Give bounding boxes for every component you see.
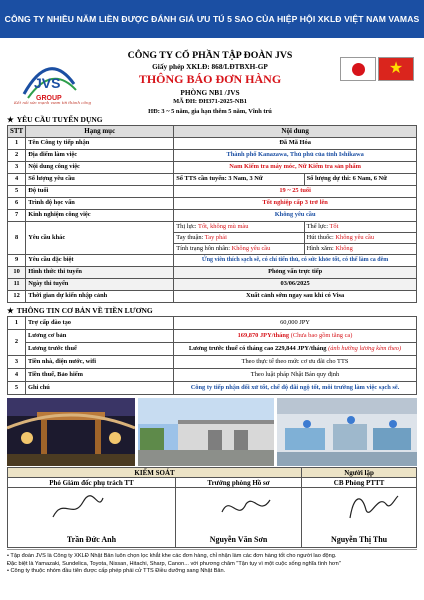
table-row: Lương trước thuế Lương trước thuế có tháng cao 229,844 JPY/tháng (ảnh hưởng lương kèm theo) [8,343,417,356]
signature-2 [216,492,276,522]
license-number: Giấy phép XKLĐ: 868/LĐTBXH-GP [152,62,268,71]
role-records-head: Trưởng phòng Hồ sơ [175,478,301,488]
star-icon: ★ [7,306,14,315]
footer-line-2: Đặc biệt là Yamazaki, Sundelica, Toyota, Nissan, Hitachi, Sharp, Canon... với phương châm "Tận tụy vì một cuộc sống nghĩa tình hơn" [7,560,341,567]
signature-table [7,467,417,548]
table-row: 11 Ngày thi tuyển 03/06/2025 [8,279,417,291]
role-vice-director: Phó Giám đốc phụ trách TT [8,478,176,488]
table-row: 1 Trợ cấp đào tạo 60,000 JPY [8,317,417,330]
contract-term: HĐ: 3 ~ 5 năm, gia hạn thêm 5 năm, Vĩnh trú [148,108,272,115]
recruitment-table [7,125,417,303]
table-row: 5 Độ tuổi 19 ~ 25 tuổi [8,186,417,198]
banner-text: CÔNG TY NHIỀU NĂM LIỀN ĐƯỢC ĐÁNH GIÁ ƯU TÚ 5 SAO CỦA HIỆP HỘI XKLĐ VIỆT NAM VAMAS [4,14,420,24]
table-row: 4 Số lượng yêu cầu Số TTS cần tuyển: 3 Nam, 3 Nữ Số lượng dự thi: 6 Nam, 6 Nữ [8,174,417,186]
section-recruitment-title: ★ YÊU CẦU TUYỂN DỤNG [7,115,103,124]
table-row: 5 Ghi chú Công ty tiếp nhận đối xử tốt, chế độ đãi ngộ tốt, môi trường làm việc sạch sẽ. [8,382,417,395]
table-row: Tay thuận: Tay phải Hút thuốc: Không yêu cầu [8,233,417,244]
table-row: 1 Tên Công ty tiếp nhận Đã Mã Hóa [8,138,417,150]
signer-name: Nguyễn Văn Sơn [209,535,268,544]
creator-label: Người lập [302,468,417,478]
company-logo [14,54,84,104]
order-code: MÃ ĐH: ĐH371-2025-NB1 [173,98,247,105]
table-row: 12 Thời gian dự kiến nhập cảnh Xuất cảnh sớm ngay sau khi có Visa [8,291,417,303]
logo-slogan: Kết nối sức mạnh vươn tới thành công [14,100,92,105]
department: PHÒNG NB1 /JVS [180,88,240,97]
col-stt: STT [8,126,26,138]
table-row: 2 Địa điểm làm việc Thành phố Kanazawa, Thủ phủ của tỉnh Ishikawa [8,150,417,162]
company-name: CÔNG TY CỔ PHẦN TẬP ĐOÀN JVS [127,50,293,61]
table-row: 8 Yêu cầu khác Thị lực: Tốt, không mù màu Thể lực: Tốt [8,222,417,233]
table-row: 10 Hình thức thi tuyển Phỏng vấn trực tiếp [8,267,417,279]
signature-3 [342,490,402,522]
col-item: Hạng mục [26,126,174,138]
photo-factory-exterior [138,398,274,466]
document-header [90,50,330,115]
table-row: 6 Trình độ học vấn Tốt nghiệp cấp 3 trở lên [8,198,417,210]
salary-table [7,316,417,395]
section-salary-title: ★ THÔNG TIN CƠ BẢN VỀ TIỀN LƯƠNG [7,306,153,315]
logo-group: GROUP [36,95,62,102]
top-banner [0,0,424,38]
signer-name: Trần Đức Anh [66,535,117,544]
table-row: 2 Lương cơ bản 169,870 JPY/tháng (Chưa bao gồm tăng ca) [8,330,417,343]
check-label: KIỂM SOÁT [8,468,302,478]
table-row: Tính trạng hôn nhân: Không yêu cầu Hình xăm: Không [8,244,417,255]
table-row: 4 Tiền thuế, Bảo hiểm Theo luật pháp Nhật Bản quy định [8,369,417,382]
photo-kanazawa-gate [7,398,135,466]
footer-line-1: • Tập đoàn JVS là Công ty XKLĐ Nhật Bản luôn chọn lọc khắt khe các đơn hàng, chỉ nhận làm các đơn hàng tốt cho người lao động. [7,553,337,559]
logo-letters: JVS [34,75,61,91]
document-title: THÔNG BÁO ĐƠN HÀNG [138,72,282,86]
table-row: 7 Kinh nghiệm công việc Không yêu cầu [8,210,417,222]
table-row: 3 Nội dung công việc Nam Kiểm tra máy móc, Nữ Kiểm tra sản phẩm [8,162,417,174]
footer-notes [7,549,417,576]
role-officer: CB Phòng PTTT [302,478,417,488]
table-row: 9 Yêu cầu đặc biệt Ứng viên thích sạch sẽ, có chí tiến thủ, có sức khỏe tốt, có thể làm ca đêm [8,255,417,267]
table-row: 3 Tiền nhà, điện nước, wifi Theo thực tế theo mức cơ ưu đãi cho TTS [8,356,417,369]
signer-name: Nguyễn Thị Thu [330,535,388,544]
signature-1 [48,492,108,522]
photo-factory-interior [277,398,417,466]
col-content: Nội dung [174,126,417,138]
footer-line-3: • Công ty thuộc nhóm đầu tiên được cấp phép phái cử TTS Điều dưỡng sang Nhật Bản. [7,568,226,575]
vietnam-flag: ★ [378,57,414,81]
star-icon: ★ [7,115,14,124]
japan-flag [340,57,376,81]
